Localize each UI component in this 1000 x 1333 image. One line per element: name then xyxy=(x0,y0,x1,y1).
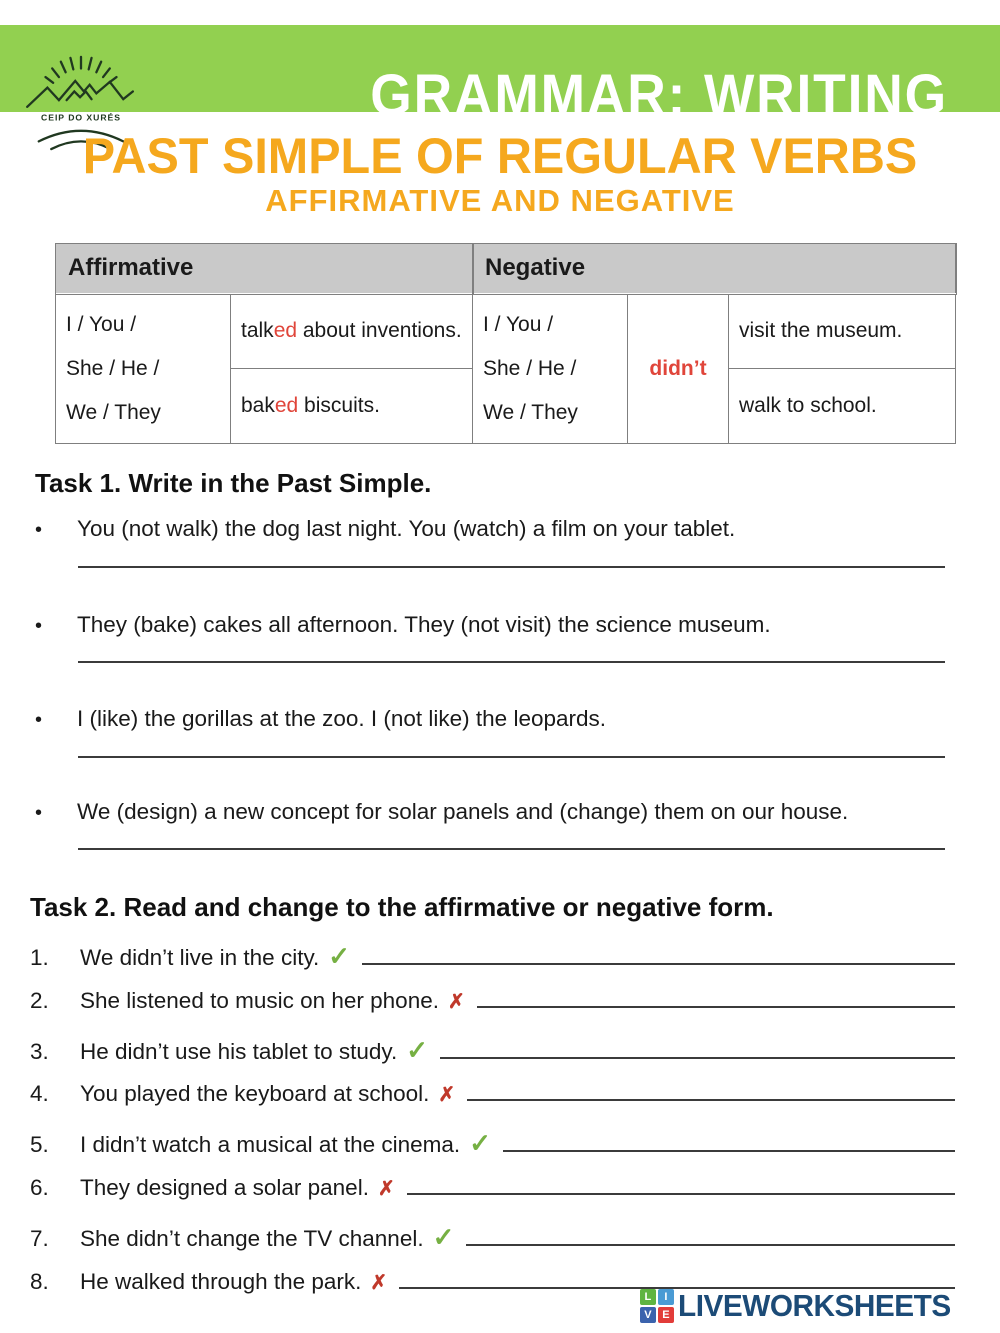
task2-item-3 xyxy=(30,1035,955,1082)
pronoun-line: She / He / xyxy=(66,356,160,380)
item-number: 3. xyxy=(30,1038,49,1064)
check-icon: ✓ xyxy=(406,1034,429,1065)
task2-answer-line-1[interactable] xyxy=(362,953,955,965)
item-number: 4. xyxy=(30,1081,49,1107)
cross-icon: ✗ xyxy=(438,1084,456,1107)
item-text: He didn’t use his tablet to study. xyxy=(80,1038,398,1064)
bullet-icon: • xyxy=(35,802,43,824)
item-number: 5. xyxy=(30,1132,49,1158)
task1-answer-line-2[interactable] xyxy=(78,661,945,663)
bullet-icon: • xyxy=(35,709,43,731)
liveworksheets-logo-icon xyxy=(640,1289,674,1323)
check-icon: ✓ xyxy=(469,1128,491,1159)
item-number: 2. xyxy=(30,987,49,1013)
task2-item-6 xyxy=(30,1175,955,1222)
item-text: She listened to music on her phone. xyxy=(80,987,439,1013)
logo-square-l: L xyxy=(640,1289,656,1305)
task1-item-3 xyxy=(35,706,945,732)
task2-item-4 xyxy=(30,1081,955,1128)
task2-answer-line-6[interactable] xyxy=(407,1183,955,1195)
item-number: 1. xyxy=(30,945,49,970)
task1-item-3-text: I (like) the gorillas at the zoo. I (not like) the leopards. xyxy=(77,706,607,731)
cross-icon: ✗ xyxy=(447,990,465,1013)
verb-suffix-ed: ed xyxy=(273,319,298,343)
task2-item-5 xyxy=(30,1128,955,1175)
task1-answer-line-3[interactable] xyxy=(78,756,945,758)
didnt-cell: didn’t xyxy=(628,294,729,444)
task1-item-2 xyxy=(35,612,945,638)
pronoun-line: She / He / xyxy=(483,356,577,380)
bullet-icon: • xyxy=(35,615,43,637)
task2-item-2 xyxy=(30,988,955,1035)
item-number: 7. xyxy=(30,1225,49,1251)
affirmative-pronouns-cell xyxy=(56,294,231,444)
bullet-icon: • xyxy=(35,519,43,541)
item-text: I didn’t watch a musical at the cinema. xyxy=(80,1132,461,1158)
check-icon: ✓ xyxy=(432,1221,455,1252)
affirmative-example-1-cell xyxy=(231,294,473,369)
liveworksheets-brand-text: LIVEWORKSHEETS xyxy=(677,1288,951,1323)
pronoun-line: I / You / xyxy=(66,312,137,336)
item-text: She didn’t change the TV channel. xyxy=(80,1225,424,1251)
pronoun-line: We / They xyxy=(66,400,161,424)
pronoun-line: We / They xyxy=(483,400,578,424)
logo-square-e: E xyxy=(658,1307,674,1323)
task1-item-1-text: You (not walk) the dog last night. You (watch) a film on your tablet. xyxy=(77,516,736,541)
verb-stem: talk xyxy=(241,319,274,343)
task1-item-1 xyxy=(35,516,945,542)
negative-header-cell: Negative xyxy=(473,244,956,294)
banner-title: GRAMMAR: WRITING xyxy=(370,63,948,128)
header-banner xyxy=(0,25,1000,128)
task2-answer-line-5[interactable] xyxy=(503,1140,955,1152)
negative-pronouns-cell xyxy=(473,294,628,444)
affirmative-example-2-cell xyxy=(231,369,473,444)
item-text: They designed a solar panel. xyxy=(80,1174,369,1200)
verb-suffix-ed: ed xyxy=(274,394,299,417)
item-text: He walked through the park. xyxy=(80,1268,362,1294)
logo-square-i: I xyxy=(658,1289,674,1305)
task2-item-1 xyxy=(30,941,955,988)
affirmative-header-cell: Affirmative xyxy=(56,244,473,294)
task1-item-2-text: They (bake) cakes all afternoon. They (not visit) the science museum. xyxy=(77,612,771,637)
cross-icon: ✗ xyxy=(370,1271,388,1294)
task1-answer-line-4[interactable] xyxy=(78,848,945,850)
worksheet-title: PAST SIMPLE OF REGULAR VERBS xyxy=(82,128,918,184)
pronoun-line: I / You / xyxy=(483,312,554,336)
worksheet-subtitle: AFFIRMATIVE AND NEGATIVE xyxy=(265,183,735,218)
task2-answer-line-4[interactable] xyxy=(467,1089,955,1101)
task2-heading: Task 2. Read and change to the affirmative or negative form. xyxy=(30,892,774,922)
logo-square-v: V xyxy=(640,1307,656,1323)
cross-icon: ✗ xyxy=(377,1177,395,1200)
grammar-table xyxy=(55,243,956,444)
item-number: 8. xyxy=(30,1268,49,1294)
verb-stem: bak xyxy=(241,394,275,417)
negative-example-1-cell: visit the museum. xyxy=(729,294,956,369)
task2-answer-line-2[interactable] xyxy=(477,996,955,1008)
task2-answer-line-8[interactable] xyxy=(399,1277,955,1289)
negative-example-2-cell: walk to school. xyxy=(729,369,956,444)
liveworksheets-footer xyxy=(640,1288,962,1324)
item-text: We didn’t live in the city. xyxy=(80,945,320,970)
item-text: You played the keyboard at school. xyxy=(80,1081,430,1107)
check-icon: ✓ xyxy=(328,941,351,971)
task2-list xyxy=(30,941,955,1315)
task2-answer-line-3[interactable] xyxy=(440,1047,955,1059)
task1-item-4-text: We (design) a new concept for solar panels and (change) them on our house. xyxy=(77,799,849,824)
verb-rest: about inventions. xyxy=(297,319,462,343)
school-name-text: CEIP DO XURÉS xyxy=(41,112,121,123)
task1-heading: Task 1. Write in the Past Simple. xyxy=(35,468,432,498)
task1-answer-line-1[interactable] xyxy=(78,566,945,568)
task1-item-4 xyxy=(35,799,945,825)
task2-answer-line-7[interactable] xyxy=(466,1234,955,1246)
verb-rest: biscuits. xyxy=(298,394,380,417)
task2-item-7 xyxy=(30,1222,955,1269)
item-number: 6. xyxy=(30,1174,49,1200)
